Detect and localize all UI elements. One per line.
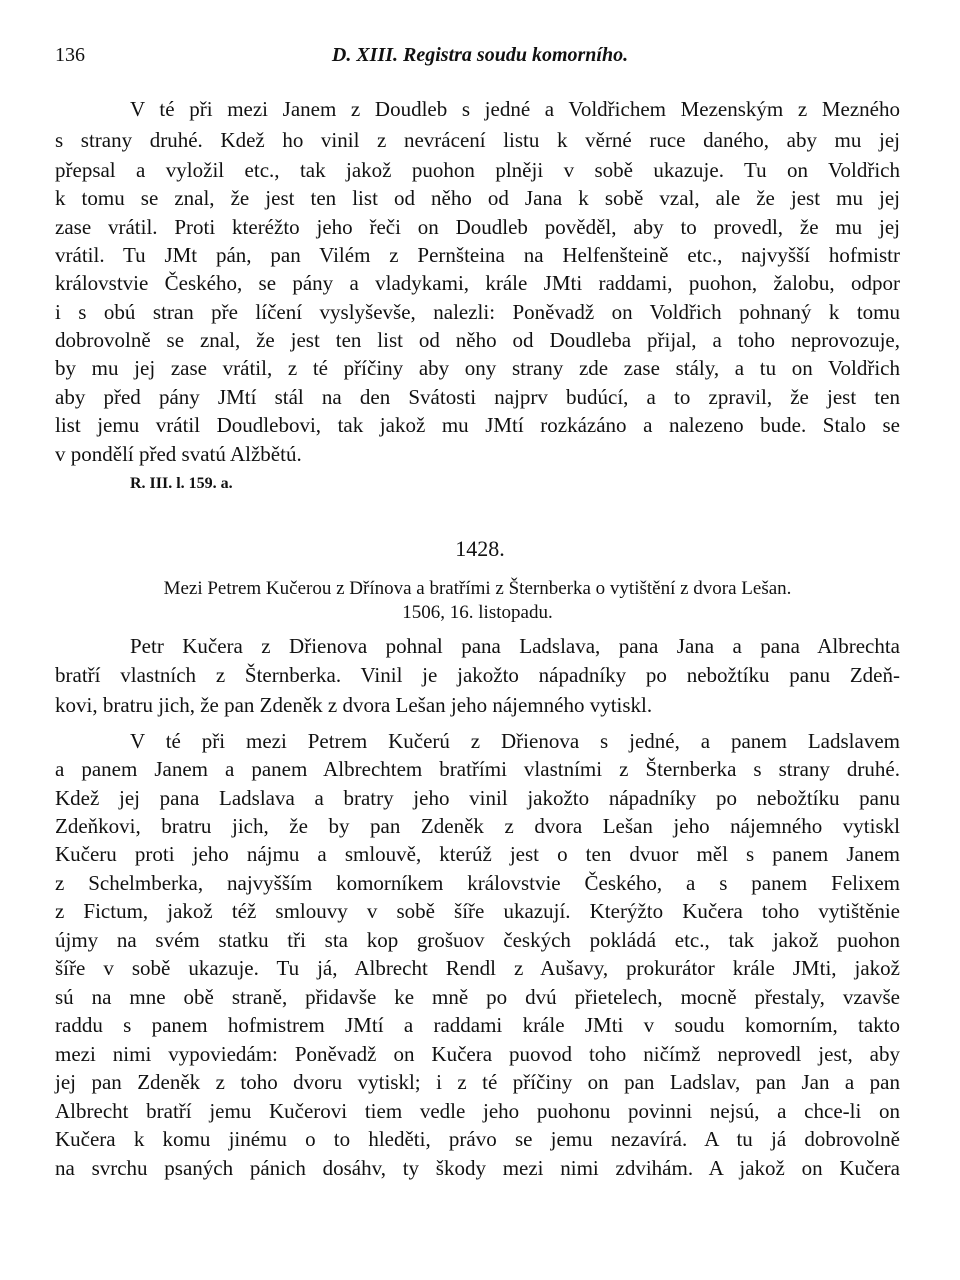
text-line: raddu s panem hofmistrem JMtí a raddami krále JMti v soudu komorním, takto bbox=[55, 1013, 900, 1037]
text-line: z Schelmberka, najvyšším komorníkem královstvie Českého, a s panem Felixem bbox=[55, 871, 900, 895]
text-line: Kdež jej pana Ladslava a bratry jeho vinil jakožto nápadníky po nebožtíku panu bbox=[55, 786, 900, 810]
text-line: přepsal a vyložil etc., tak jakož puohon plněji v sobě ukazuje. Tu on Voldřich bbox=[55, 158, 900, 182]
text-line: by mu jej zase vrátil, z té příčiny aby ony strany zde zase stály, a tu on Voldřich bbox=[55, 356, 900, 380]
text-line: Petr Kučera z Dřienova pohnal pana Ladslava, pana Jana a pana Albrechta bbox=[130, 634, 900, 658]
text-line: jej pan Zdeněk z toho dvoru vytiskl; i z té příčiny on pan Ladslav, pan Jan a pan bbox=[55, 1070, 900, 1094]
text-line: sú na mne obě straně, přidavše ke mně po dvú přietelech, mocně přestaly, vzavše bbox=[55, 985, 900, 1009]
text-line: Albrecht bratří jemu Kučerovi tiem vedle jeho puohonu povinni nejsú, a chce-li on bbox=[55, 1099, 900, 1123]
text-line: zase vrátil. Proti kteréžto jeho řeči on Doudleb pověděl, aby to provedl, že mu jej bbox=[55, 215, 900, 239]
text-line: šíře v sobě ukazuje. Tu já, Albrecht Rendl z Aušavy, prokurátor krále JMti, jakož bbox=[55, 956, 900, 980]
text-line: újmy na svém statku tři sta kop grošuov českých pokládá etc., tak jakož puohon bbox=[55, 928, 900, 952]
text-line: mezi nimi vypoviedám: Poněvadž on Kučera puovod toho ničímž neprovedl jest, aby bbox=[55, 1042, 900, 1066]
text-line: aby před pány JMtí stál na den Svátosti najprv budúcí, a to zpravil, že jest ten bbox=[55, 385, 900, 409]
text-line: z Fictum, jakož též smlouvy v sobě šíře ukazují. Kterýžto Kučera toho vytištěnie bbox=[55, 899, 900, 923]
text-line: bratří vlastních z Šternberka. Vinil je jakožto nápadníky po nebožtíku panu Zdeň- bbox=[55, 663, 900, 687]
text-line: Zdeňkovi, bratru jich, že by pan Zdeněk z dvora Lešan jeho nájemného vytiskl bbox=[55, 814, 900, 838]
text-line: V té při mezi Petrem Kučerú z Dřienova s jedné, a panem Ladslavem bbox=[130, 729, 900, 753]
text-line: dobrovolně se znal, že jest ten list od něho od Doudleba přijal, a toho neprovozuje, bbox=[55, 328, 900, 352]
text-line: kovi, bratru jich, že pan Zdeněk z dvora Lešan jeho nájemného vytiskl. bbox=[55, 693, 653, 717]
page-number: 136 bbox=[55, 44, 85, 66]
entry-date: 1506, 16. listopadu. bbox=[402, 602, 553, 623]
text-line: i s obú stran pře líčení vyslyševše, nalezli: Poněvadž on Voldřich pohnaný k tomu bbox=[55, 300, 900, 324]
archival-reference: R. III. l. 159. a. bbox=[130, 475, 233, 492]
entry-number: 1428. bbox=[455, 536, 505, 561]
text-line: s strany druhé. Kdež ho vinil z nevrácení listu k věrné ruce daného, aby mu jej bbox=[55, 128, 900, 152]
text-line: Kučera k komu jinému o to hleděti, právo se jemu nezavírá. A tu já dobrovolně bbox=[55, 1127, 900, 1151]
entry-summary: Mezi Petrem Kučerou z Dřínova a bratřími z Šternberka o vytištění z dvora Lešan. bbox=[163, 578, 792, 599]
running-title: D. XIII. Registra soudu komorního. bbox=[331, 44, 629, 66]
text-line: na svrchu psaných pánich dosáhv, ty škody mezi nimi zdvihám. A jakož on Kučera bbox=[55, 1156, 900, 1180]
text-line: v pondělí před svatú Alžbětú. bbox=[55, 442, 302, 466]
text-line: vrátil. Tu JMt pán, pan Vilém z Pernšteina na Helfenšteině etc., najvyšší hofmistr bbox=[55, 243, 900, 267]
text-line: Kučeru proti jeho nájmu a smlouvě, kterúž jest o ten dvuor měl s panem Janem bbox=[55, 842, 900, 866]
text-line: k tomu se znal, že jest ten list od něho od Jana k sobě vzal, ale že jest mu jej bbox=[55, 186, 900, 210]
text-line: a panem Janem a panem Albrechtem bratřími vlastními z Šternberka s strany druhé. bbox=[55, 757, 900, 781]
text-line: V té při mezi Janem z Doudleb s jedné a Voldřichem Mezenským z Mezného bbox=[130, 97, 900, 121]
page-header bbox=[55, 44, 905, 74]
text-line: list jemu vrátil Doudlebovi, tak jakož mu JMtí rozkázáno a nalezeno bude. Stalo se bbox=[55, 413, 900, 437]
text-line: královstvie Českého, se pány a vladykami, krále JMti raddami, puohon, žalobu, odpor bbox=[55, 271, 900, 295]
